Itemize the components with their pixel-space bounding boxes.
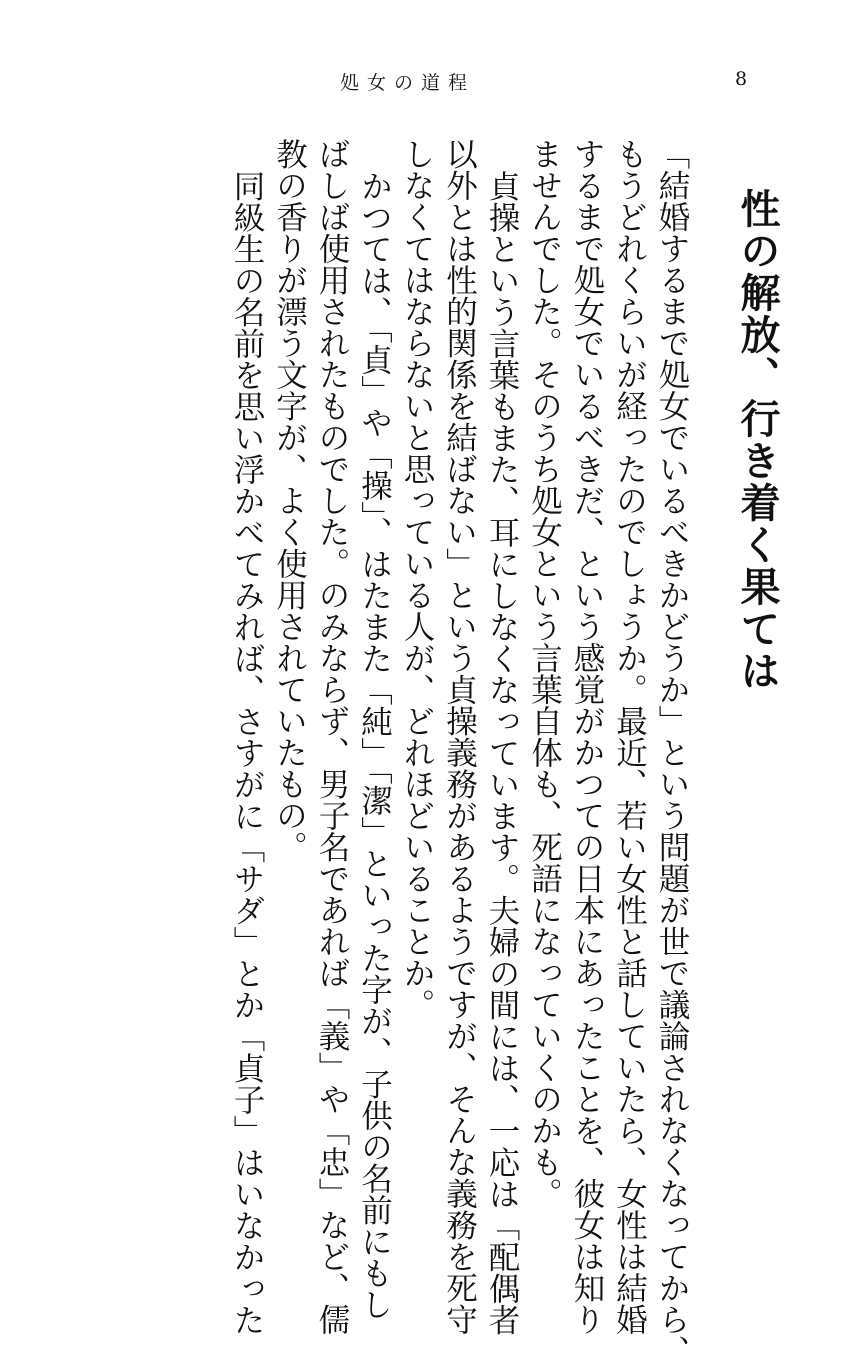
chapter-title: 性の解放、行き着く果ては (734, 188, 781, 692)
text-line: 以外とは性的関係を結ばない」という貞操義務があるようですが、そんな義務を死守 (441, 138, 478, 1335)
text-line: 教の香りが漂う文字が、よく使用されていたもの。 (271, 138, 308, 863)
text-line: ませんでした。そのうち処女という言葉自体も、死語になっていくのかも。 (526, 138, 563, 1209)
text-line: かつては、「貞」や「操」、はたまた「純」「潔」といった字が、子供の名前にもし (356, 169, 393, 1320)
text-line: するまで処女でいるべきだ、という感覚がかつての日本にあったことを、彼女は知り (569, 138, 605, 1335)
text-line: ばしば使用されたものでした。のみならず、男子名であれば「義」や「忠」など、儒 (314, 138, 350, 1335)
vertical-text-block (80, 138, 781, 1367)
running-head-title: 処女の道程 (340, 72, 476, 94)
text-line: 「結婚するまで処女でいるべきかどうか」という問題が世で議論されなくなってから、 (654, 138, 690, 1367)
text-line: もうどれくらいが経ったのでしょうか。最近、若い女性と話していたら、女性は結婚 (611, 138, 648, 1335)
text-line: しなくてはならないと思っている人が、どれほどいることか。 (399, 138, 435, 1020)
text-line: 同級生の名前を思い浮かべてみれば、さすがに「サダ」とか「貞子」はいなかった (229, 169, 265, 1335)
text-line: 貞操という言葉もまた、耳にしなくなっています。夫婦の間には、一応は「配偶者 (484, 169, 520, 1335)
page-number: 8 (735, 68, 748, 90)
